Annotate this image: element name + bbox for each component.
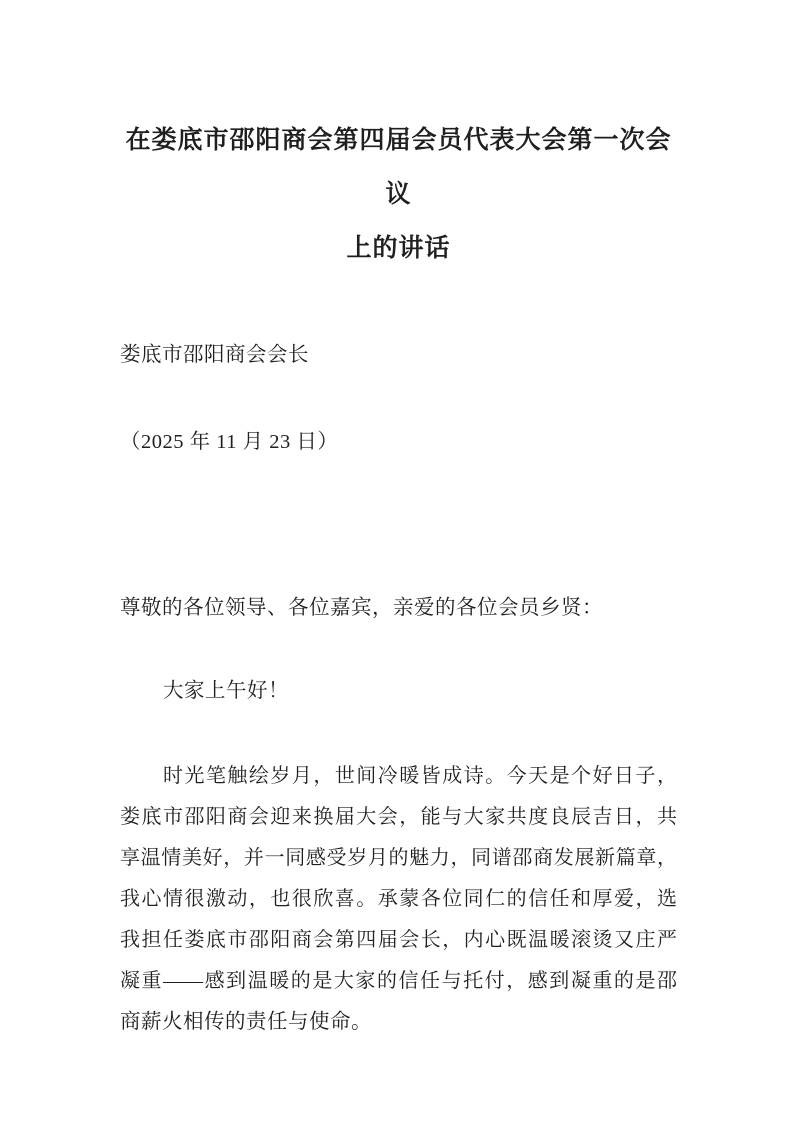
paragraph-line: 我心情很激动，也很欣喜。承蒙各位同仁的信任和厚爱，选 bbox=[120, 888, 677, 910]
paragraph-line: 凝重——感到温暖的是大家的信任与托付，感到凝重的是邵 bbox=[120, 970, 677, 992]
greeting-line: 大家上午好！ bbox=[163, 680, 289, 702]
document-content bbox=[0, 114, 793, 1043]
salutation-line: 尊敬的各位领导、各位嘉宾，亲爱的各位会员乡贤： bbox=[120, 597, 603, 619]
author-byline: 娄底市邵阳商会会长 bbox=[120, 344, 309, 366]
paragraph-line: 娄底市邵阳商会迎来换届大会，能与大家共度良辰吉日，共 bbox=[120, 806, 677, 828]
paragraph-line: 我担任娄底市邵阳商会第四届会长，内心既温暖滚烫又庄严 bbox=[120, 929, 677, 951]
paragraph-line: 商薪火相传的责任与使命。 bbox=[120, 1011, 372, 1033]
speech-paragraph bbox=[120, 756, 677, 1043]
document-title-line-1: 在娄底市邵阳商会第四届会员代表大会第一次会议 bbox=[125, 127, 672, 208]
document-title bbox=[120, 114, 677, 276]
paragraph-line: 享温情美好，并一同感受岁月的魅力，同谱邵商发展新篇章， bbox=[120, 847, 677, 869]
paragraph-line: 时光笔触绘岁月，世间冷暖皆成诗。今天是个好日子， bbox=[163, 765, 677, 787]
document-title-line-2: 上的讲话 bbox=[346, 235, 451, 262]
date-line: （2025 年 11 月 23 日） bbox=[120, 431, 339, 453]
